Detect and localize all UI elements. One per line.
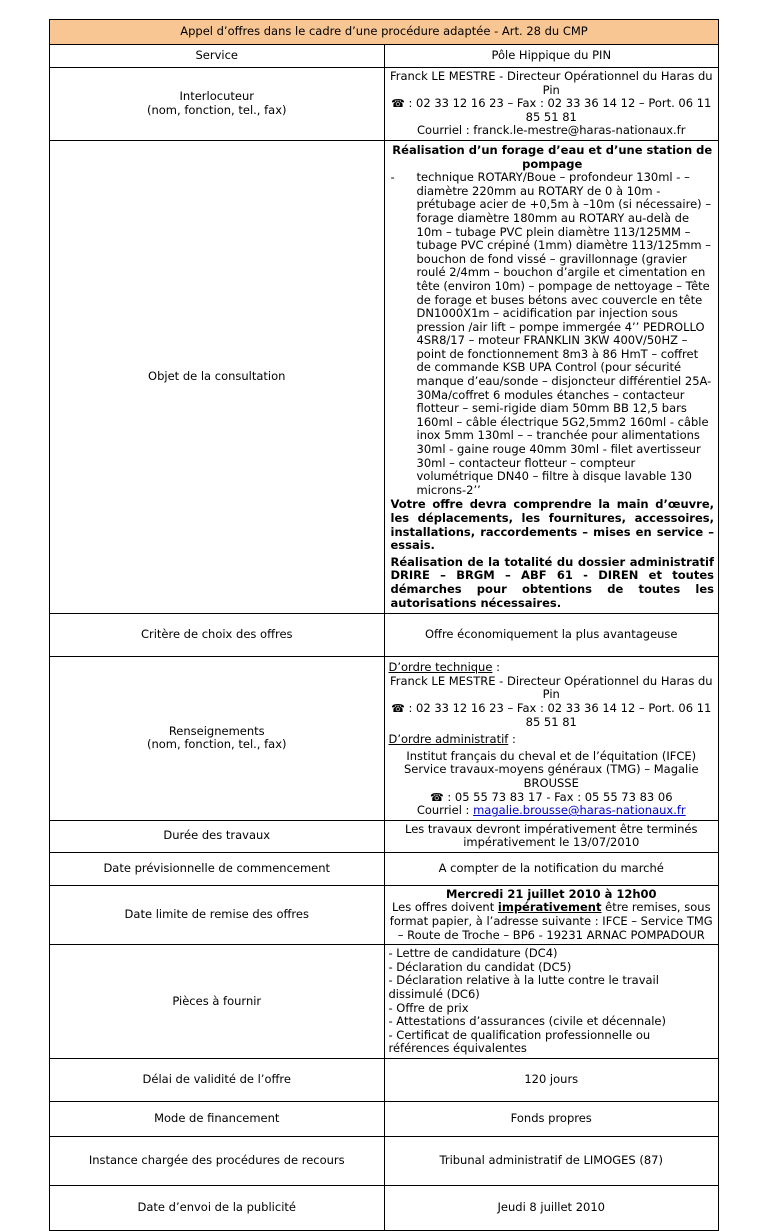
pieces-list bbox=[389, 947, 715, 1056]
deadline-date: Mercredi 21 juillet 2010 à 12h00 bbox=[445, 886, 657, 901]
row-renseignements bbox=[50, 657, 719, 821]
value-validite: 120 jours bbox=[384, 1059, 719, 1102]
label-service: Service bbox=[50, 45, 385, 68]
admin-heading-line bbox=[389, 733, 715, 747]
row-pieces bbox=[50, 945, 719, 1059]
value-renseignements bbox=[384, 657, 719, 821]
deadline-text-pre: Les offres doivent bbox=[391, 900, 498, 915]
list-item: - Attestations d’assurances (civile et décennale) bbox=[388, 1014, 666, 1029]
value-recours: Tribunal administratif de LIMOGES (87) bbox=[384, 1137, 719, 1186]
deadline-text bbox=[389, 901, 715, 942]
value-publicite: Jeudi 8 juillet 2010 bbox=[384, 1186, 719, 1231]
bullet-dash: - bbox=[390, 170, 395, 185]
label-date-prev: Date prévisionnelle de commencement bbox=[50, 852, 385, 885]
row-service bbox=[50, 45, 719, 68]
contact-phones bbox=[389, 97, 715, 124]
tech-contact-phones-text: : 02 33 12 16 23 – Fax : 02 33 36 14 12 – Port. 06 11 85 51 81 bbox=[404, 700, 712, 729]
label-pieces: Pièces à fournir bbox=[50, 945, 385, 1059]
label-recours: Instance chargée des procédures de recours bbox=[50, 1137, 385, 1186]
label-critere: Critère de choix des offres bbox=[50, 614, 385, 657]
label-renseignements-line1: Renseignements bbox=[168, 723, 265, 738]
admin-phones bbox=[389, 791, 715, 805]
deadline-text-post: être remises, sous format papier, à l’adresse suivante : IFCE – Service TMG – Route de Troche – BP6 - 19231 ARNAC POMPADOUR bbox=[389, 900, 713, 942]
row-critere bbox=[50, 614, 719, 657]
admin-email-line bbox=[389, 804, 715, 818]
table-header: Appel d’offres dans le cadre d’une procédure adaptée - Art. 28 du CMP bbox=[50, 20, 719, 45]
admin-phones-text: : 05 55 73 83 17 - Fax : 05 55 73 83 06 bbox=[443, 789, 673, 804]
label-interlocuteur-line1: Interlocuteur bbox=[179, 89, 254, 104]
tech-heading-line bbox=[389, 661, 715, 675]
row-validite bbox=[50, 1059, 719, 1102]
objet-description: technique ROTARY/Boue – profondeur 130ml - – diamètre 220mm au ROTARY de 0 à 10m - prétubage acier de +0,5m à –10m (si nécessaire) – forage diamètre 180mm au ROTARY au-delà de 10m – tubage PVC plein diamètre 113/125MM – tubage PVC crépiné (1mm) diamètre 113/125mm – bouchon de fond vissé – gravillonnage (gravier roulé 2/4mm – bouchon d’argile et cimentation en tête (environ 10m) – pompage de nettoyage – Tête de forage et buses bétons avec couvercle en tête DN1000X1m – acidification par injection sous pression /air lift – pompe immergée 4’’ PEDROLLO 4SR8/17 – moteur FRANKLIN 3KW 400V/50HZ – point de fonctionnement 8m3 à 86 HmT – coffret de commande KSB UPA Control (pour sécurité manque d’eau/sonde – disjoncteur différentiel 25A-30Ma/coffret 6 modules étanches – contacteur flotteur – semi-rigide diam 50mm BB 12,5 bars 160ml – câble électrique 5G2,5mm2 160ml - câble inox 5mm 130ml – – tranchée pour alimentations 30ml - gaine rouge 40mm 30ml - filet avertisseur 30ml – contacteur flotteur – compteur volumétrique DN40 – filtre à disque lavable 130 microns-2’’ bbox=[416, 170, 712, 497]
row-recours bbox=[50, 1137, 719, 1186]
value-date-limite bbox=[384, 885, 719, 944]
list-item: - Offre de prix bbox=[388, 1000, 469, 1015]
contact-phones-text: : 02 33 12 16 23 – Fax : 02 33 36 14 12 – Port. 06 11 85 51 81 bbox=[404, 96, 712, 124]
tech-contact-name: Franck LE MESTRE - Directeur Opérationnel du Haras du Pin bbox=[389, 673, 713, 702]
deadline-emphasis: impérativement bbox=[497, 900, 602, 915]
row-date-prev bbox=[50, 852, 719, 885]
label-renseignements-line2: (nom, fonction, tel., fax) bbox=[147, 737, 287, 752]
admin-heading: D’ordre administratif bbox=[388, 732, 509, 747]
phone-icon: ☎ bbox=[429, 790, 444, 804]
header-row bbox=[50, 20, 719, 45]
admin-org: Institut français du cheval et de l’équitation (IFCE) bbox=[406, 748, 697, 763]
value-service: Pôle Hippique du PIN bbox=[384, 45, 719, 68]
list-item: - Déclaration du candidat (DC5) bbox=[388, 959, 572, 974]
admin-colon: : bbox=[508, 732, 516, 747]
row-date-limite bbox=[50, 885, 719, 944]
label-duree: Durée des travaux bbox=[50, 820, 385, 852]
value-duree: Les travaux devront impérativement être terminés impérativement le 13/07/2010 bbox=[384, 820, 719, 852]
value-critere: Offre économiquement la plus avantageuse bbox=[384, 614, 719, 657]
list-item: - Certificat de qualification professionnelle ou références équivalentes bbox=[388, 1027, 651, 1056]
row-duree bbox=[50, 820, 719, 852]
value-pieces bbox=[384, 945, 719, 1059]
label-validite: Délai de validité de l’offre bbox=[50, 1059, 385, 1102]
row-interlocuteur bbox=[50, 68, 719, 141]
phone-icon: ☎ bbox=[391, 701, 405, 715]
value-objet bbox=[384, 140, 719, 613]
tech-heading: D’ordre technique bbox=[388, 660, 493, 675]
label-interlocuteur-line2: (nom, fonction, tel., fax) bbox=[147, 102, 287, 117]
tech-contact-phones bbox=[389, 702, 715, 729]
objet-bullet bbox=[391, 171, 715, 497]
tech-colon: : bbox=[492, 660, 500, 675]
admin-email-label: Courriel : bbox=[416, 803, 474, 818]
objet-title: Réalisation d’un forage d’eau et d’une station de pompage bbox=[392, 142, 713, 171]
admin-service: Service travaux-moyens généraux (TMG) – Magalie BROUSSE bbox=[403, 762, 699, 790]
label-interlocuteur bbox=[50, 68, 385, 141]
objet-dossier: Réalisation de la totalité du dossier administratif DRIRE – BRGM – ABF 61 - DIREN et toutes démarches pour obtentions de toutes les autorisations nécessaires. bbox=[390, 554, 714, 610]
row-publicite bbox=[50, 1186, 719, 1231]
contact-name: Franck LE MESTRE - Directeur Opérationnel du Haras du Pin bbox=[389, 69, 713, 97]
value-financement: Fonds propres bbox=[384, 1102, 719, 1137]
tender-table bbox=[49, 19, 719, 1231]
label-publicite: Date d’envoi de la publicité bbox=[50, 1186, 385, 1231]
label-renseignements bbox=[50, 657, 385, 821]
label-objet: Objet de la consultation bbox=[50, 140, 385, 613]
list-item: - Lettre de candidature (DC4) bbox=[388, 946, 558, 961]
list-item: - Déclaration relative à la lutte contre le travail dissimulé (DC6) bbox=[388, 973, 659, 1002]
label-date-limite: Date limite de remise des offres bbox=[50, 885, 385, 944]
admin-email-link[interactable]: magalie.brousse@haras-nationaux.fr bbox=[473, 803, 686, 818]
contact-email: Courriel : franck.le-mestre@haras-nationaux.fr bbox=[417, 123, 686, 138]
phone-icon: ☎ bbox=[391, 97, 405, 111]
value-date-prev: A compter de la notification du marché bbox=[384, 852, 719, 885]
objet-offre: Votre offre devra comprendre la main d’œuvre, les déplacements, les fournitures, accessoires, installations, raccordements – mises en service – essais. bbox=[390, 497, 714, 553]
row-objet bbox=[50, 140, 719, 613]
label-financement: Mode de financement bbox=[50, 1102, 385, 1137]
value-interlocuteur bbox=[384, 68, 719, 141]
row-financement bbox=[50, 1102, 719, 1137]
